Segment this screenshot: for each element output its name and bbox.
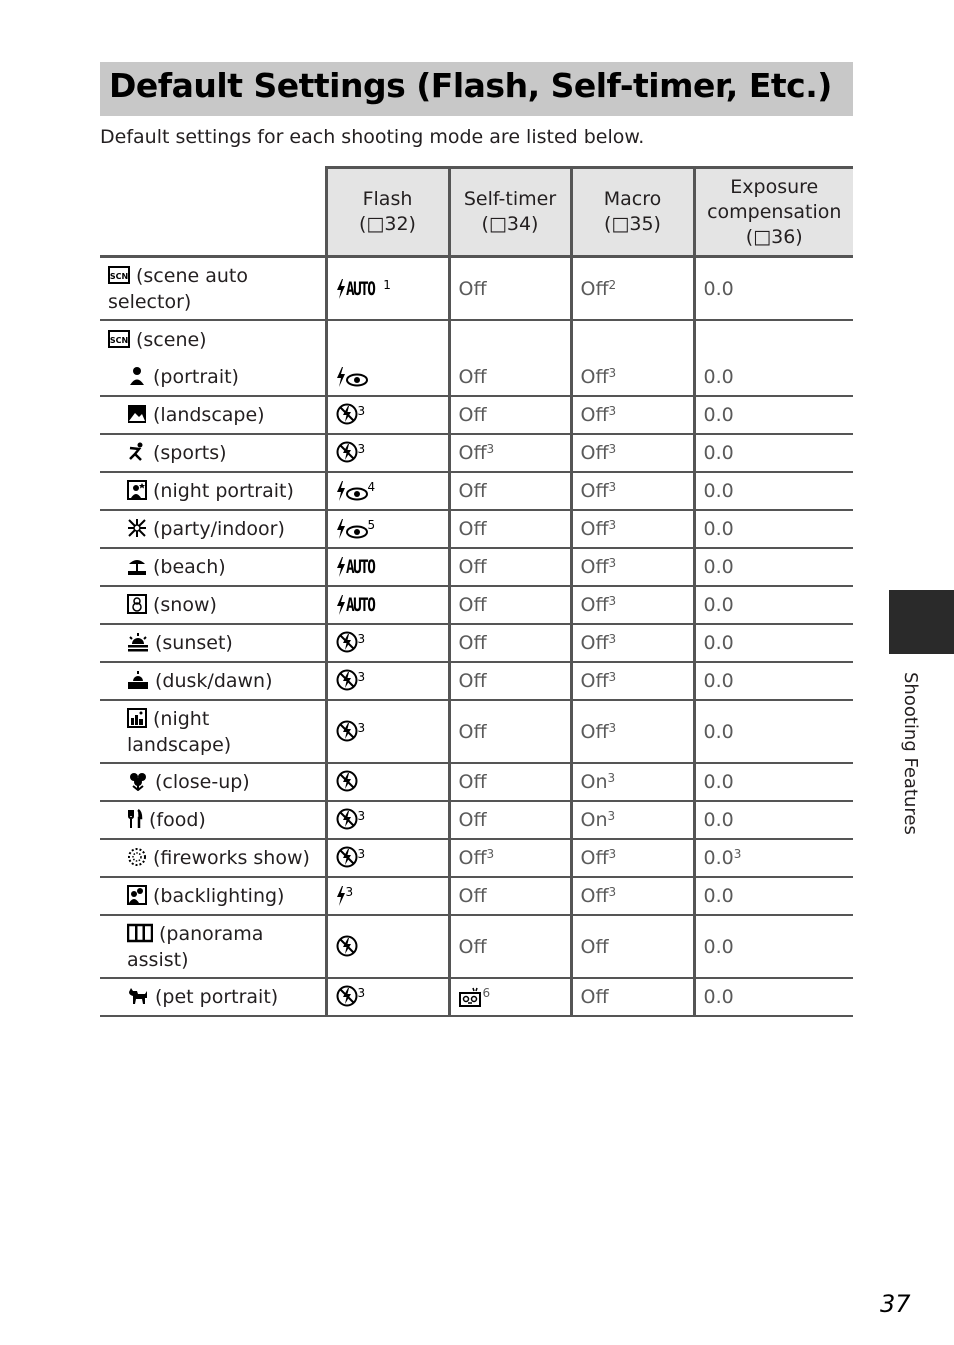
- flash-off-icon: [336, 720, 358, 742]
- mode-fireworks: (fireworks show): [100, 839, 326, 877]
- table-row: [100, 801, 853, 839]
- mode-scene-auto: SCN (scene auto selector): [100, 257, 326, 321]
- macro-cell: Off$^3$: [571, 434, 694, 472]
- flash-icon: [336, 279, 346, 299]
- exposure-cell: 0.0: [694, 662, 853, 700]
- exposure-cell: 0.0: [694, 472, 853, 510]
- exposure-cell: 0.0: [694, 257, 853, 321]
- selftimer-cell: Off: [449, 624, 571, 662]
- macro-cell: Off$^3$: [571, 624, 694, 662]
- flash-icon: [336, 519, 346, 539]
- mode-party: (party/indoor): [100, 510, 326, 548]
- flash-cell: 3: [326, 839, 449, 877]
- table-row: [100, 548, 853, 586]
- selftimer-cell: Off: [449, 359, 571, 396]
- flash-cell: 3: [326, 396, 449, 434]
- mode-portrait: (portrait): [100, 359, 326, 396]
- flash-icon: [336, 595, 346, 615]
- flash-cell: 3: [326, 877, 449, 915]
- table-row: [100, 434, 853, 472]
- selftimer-cell: Off: [449, 915, 571, 978]
- macro-cell: Off: [571, 915, 694, 978]
- flash-cell: 3: [326, 801, 449, 839]
- table-row: [100, 839, 853, 877]
- flash-icon: [336, 557, 346, 577]
- exposure-cell: 0.0: [694, 586, 853, 624]
- dusk-dawn-icon: [127, 670, 149, 690]
- fireworks-icon: [127, 847, 147, 867]
- svg-text:SCN: SCN: [109, 336, 129, 345]
- macro-cell: On$^3$: [571, 763, 694, 801]
- exposure-cell: 0.0: [694, 396, 853, 434]
- chapter-tab: [889, 590, 954, 654]
- header-flash: Flash (□32): [326, 168, 449, 257]
- exposure-cell: 0.0: [694, 548, 853, 586]
- food-icon: [127, 809, 143, 829]
- flash-off-icon: [336, 985, 358, 1007]
- macro-cell: Off$^3$: [571, 359, 694, 396]
- macro-cell: Off: [571, 978, 694, 1016]
- table-row: [100, 510, 853, 548]
- table-row: [100, 359, 853, 396]
- mode-backlighting: (backlighting): [100, 877, 326, 915]
- night-landscape-icon: [127, 708, 147, 728]
- party-icon: [127, 518, 147, 538]
- table-row: [100, 472, 853, 510]
- red-eye-icon: [346, 373, 368, 387]
- chapter-label: Shooting Features: [900, 672, 921, 835]
- flash-off-icon: [336, 441, 358, 463]
- exposure-cell: 0.0: [694, 624, 853, 662]
- macro-cell: Off$^3$: [571, 700, 694, 763]
- page-number: 37: [880, 1290, 911, 1318]
- flash-off-icon: [336, 770, 358, 792]
- selftimer-cell: Off: [449, 396, 571, 434]
- mode-pet-portrait: (pet portrait): [100, 978, 326, 1016]
- mode-night-portrait: (night portrait): [100, 472, 326, 510]
- flash-cell: [326, 586, 449, 624]
- mode-beach: (beach): [100, 548, 326, 586]
- exposure-cell: $0.0^3$: [694, 839, 853, 877]
- macro-cell: Off$^3$: [571, 662, 694, 700]
- table-row: [100, 624, 853, 662]
- flash-off-icon: [336, 935, 358, 957]
- flash-cell: [326, 763, 449, 801]
- flash-cell: 3: [326, 662, 449, 700]
- backlighting-icon: [127, 885, 147, 905]
- flash-off-icon: [336, 669, 358, 691]
- header-exposure: Exposure compensation (□36): [694, 168, 853, 257]
- selftimer-cell: Off: [449, 662, 571, 700]
- table-row: [100, 396, 853, 434]
- table-row: [100, 877, 853, 915]
- exposure-cell: 0.0: [694, 359, 853, 396]
- sunset-icon: [127, 632, 149, 652]
- flash-cell: 3: [326, 978, 449, 1016]
- selftimer-cell: Off$^3$: [449, 839, 571, 877]
- exposure-cell: 0.0: [694, 801, 853, 839]
- mode-panorama-assist: (panorama assist): [100, 915, 326, 978]
- snow-icon: [127, 594, 147, 614]
- exposure-cell: 0.0: [694, 978, 853, 1016]
- exposure-cell: 0.0: [694, 434, 853, 472]
- selftimer-cell: Off: [449, 548, 571, 586]
- pet-auto-release-icon: [459, 987, 483, 1007]
- selftimer-cell: Off: [449, 510, 571, 548]
- svg-text:SCN: SCN: [109, 271, 129, 281]
- flash-cell: 4: [326, 472, 449, 510]
- flash-cell: 3: [326, 624, 449, 662]
- panorama-icon: [127, 923, 153, 943]
- table-header-row: [100, 168, 853, 257]
- scene-auto-icon: [108, 265, 130, 285]
- table-row: [100, 763, 853, 801]
- macro-cell: Off$^3$: [571, 472, 694, 510]
- macro-cell: Off$^3$: [571, 548, 694, 586]
- mode-snow: (snow): [100, 586, 326, 624]
- macro-cell: Off$^3$: [571, 839, 694, 877]
- flash-cell: [326, 548, 449, 586]
- table-row: [100, 700, 853, 763]
- flash-off-icon: [336, 403, 358, 425]
- header-blank: [100, 168, 326, 257]
- flash-icon: [336, 886, 346, 906]
- table-row: [100, 257, 853, 321]
- table-row: [100, 978, 853, 1016]
- exposure-cell: 0.0: [694, 510, 853, 548]
- exposure-cell: 0.0: [694, 700, 853, 763]
- selftimer-cell: Off: [449, 801, 571, 839]
- flash-cell: 3: [326, 434, 449, 472]
- flash-off-icon: [336, 846, 358, 868]
- beach-icon: [127, 556, 147, 576]
- selftimer-cell: Off$^3$: [449, 434, 571, 472]
- selftimer-cell: 6: [449, 978, 571, 1016]
- exposure-cell: 0.0: [694, 877, 853, 915]
- selftimer-cell: Off: [449, 472, 571, 510]
- auto-label: AUTO: [345, 594, 374, 616]
- auto-label: AUTO: [345, 556, 374, 578]
- table-row: [100, 915, 853, 978]
- macro-cell: Off$^3$: [571, 396, 694, 434]
- header-macro: Macro (□35): [571, 168, 694, 257]
- pet-portrait-icon: [127, 986, 149, 1006]
- flash-cell: AUTO $^1$: [326, 257, 449, 321]
- mode-dusk-dawn: (dusk/dawn): [100, 662, 326, 700]
- flash-cell: [326, 915, 449, 978]
- selftimer-cell: Off: [449, 586, 571, 624]
- close-up-icon: [127, 771, 149, 791]
- exposure-cell: 0.0: [694, 915, 853, 978]
- flash-off-icon: [336, 631, 358, 653]
- flash-icon: [336, 367, 346, 387]
- flash-cell: 5: [326, 510, 449, 548]
- landscape-icon: [127, 404, 147, 424]
- selftimer-cell: Off: [449, 877, 571, 915]
- sports-icon: [127, 442, 147, 462]
- intro-text: Default settings for each shooting mode are listed below.: [100, 126, 645, 148]
- mode-food: (food): [100, 801, 326, 839]
- mode-landscape: (landscape): [100, 396, 326, 434]
- table-row: [100, 320, 853, 359]
- mode-scene: SCN (scene): [109, 329, 207, 351]
- selftimer-cell: Off: [449, 700, 571, 763]
- macro-cell: Off$^3$: [571, 877, 694, 915]
- title-bar: [100, 62, 853, 116]
- flash-cell: 3: [326, 700, 449, 763]
- page-title: Default Settings (Flash, Self-timer, Etc.): [109, 66, 832, 105]
- settings-table: [100, 166, 853, 1017]
- red-eye-icon: [346, 525, 368, 539]
- auto-label: AUTO: [345, 277, 374, 300]
- macro-cell: On$^3$: [571, 801, 694, 839]
- mode-sports: (sports): [100, 434, 326, 472]
- flash-off-icon: [336, 808, 358, 830]
- red-eye-icon: [346, 487, 368, 501]
- selftimer-cell: Off: [449, 257, 571, 321]
- macro-cell: Off$^2$: [571, 257, 694, 321]
- night-portrait-icon: [127, 480, 147, 500]
- macro-cell: Off$^3$: [571, 510, 694, 548]
- mode-close-up: (close-up): [100, 763, 326, 801]
- table-row: [100, 662, 853, 700]
- exposure-cell: 0.0: [694, 763, 853, 801]
- selftimer-cell: Off: [449, 763, 571, 801]
- macro-cell: Off$^3$: [571, 586, 694, 624]
- mode-night-landscape: (night landscape): [100, 700, 326, 763]
- flash-cell: [326, 359, 449, 396]
- scene-icon: [108, 329, 130, 349]
- header-selftimer: Self-timer (□34): [449, 168, 571, 257]
- portrait-icon: [127, 366, 147, 386]
- table-row: [100, 586, 853, 624]
- flash-icon: [336, 481, 346, 501]
- mode-sunset: (sunset): [100, 624, 326, 662]
